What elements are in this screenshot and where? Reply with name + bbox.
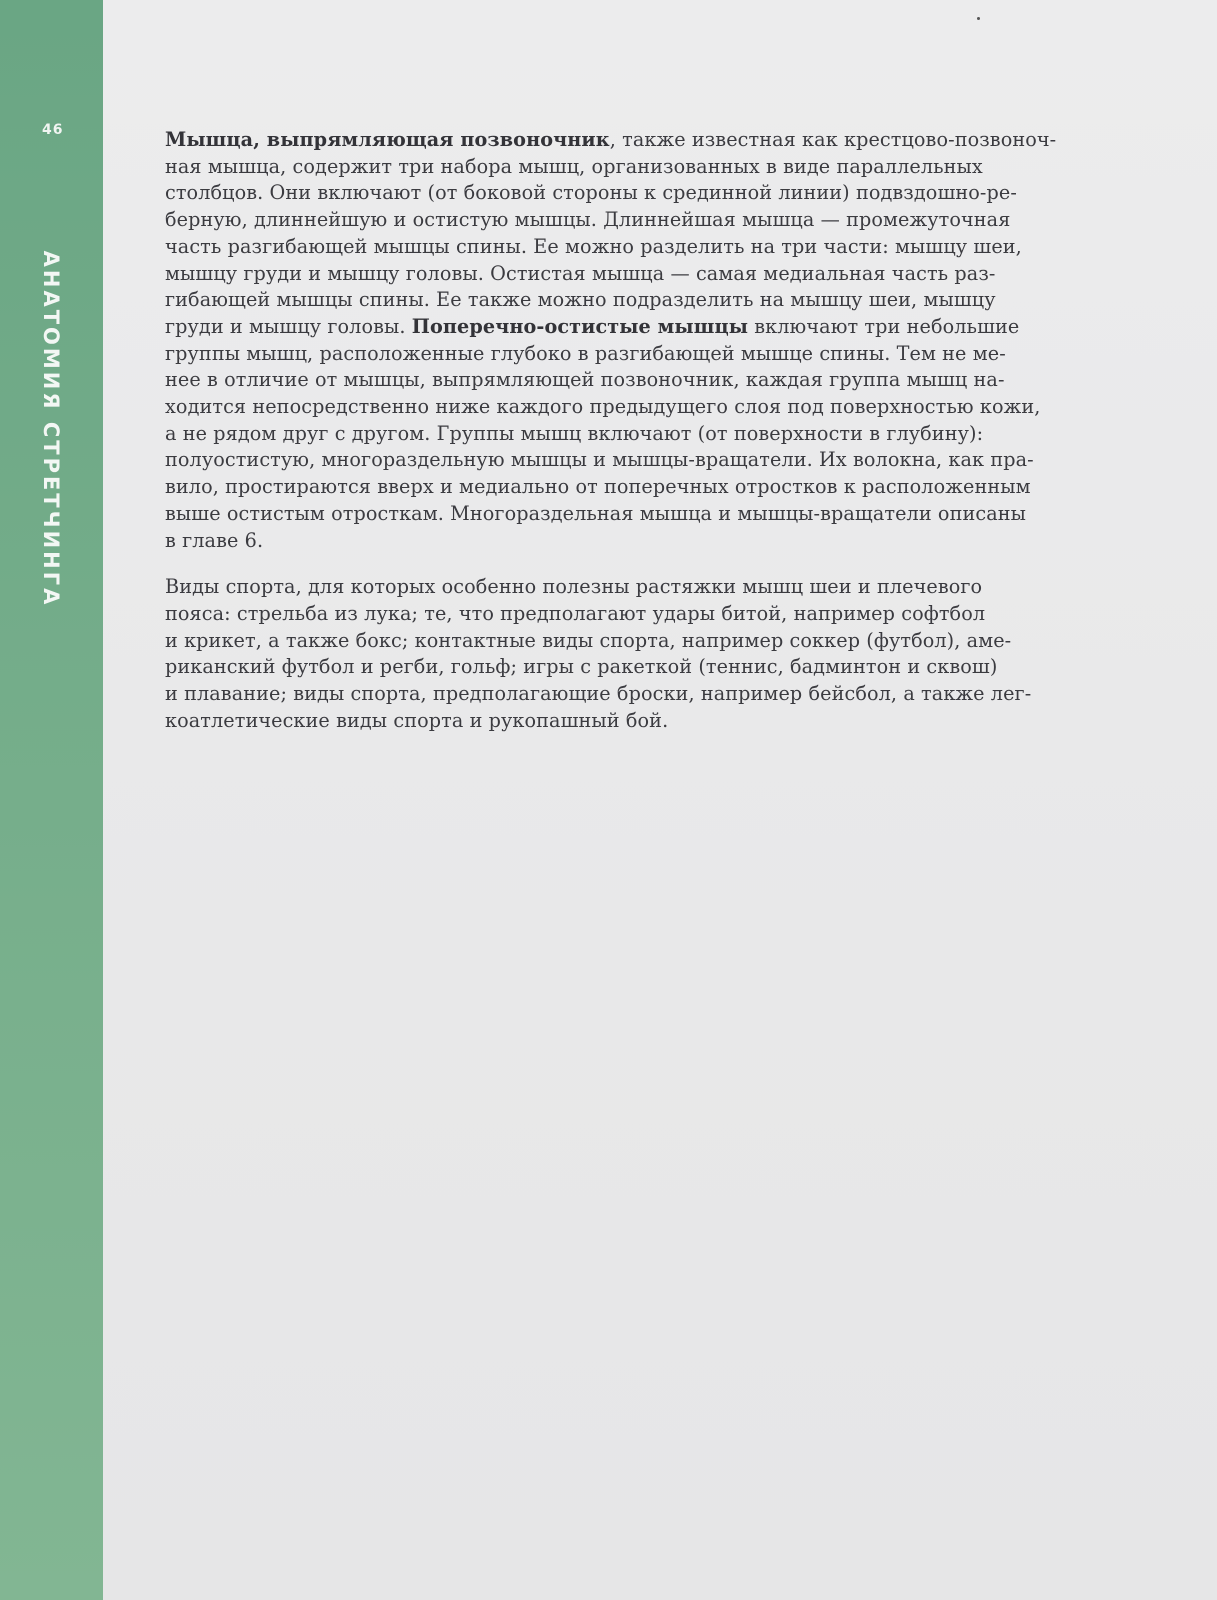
text-run: берную, длиннейшую и остистую мышцы. Длиннейшая мышца — промежуточная bbox=[165, 208, 1011, 232]
text-line bbox=[165, 528, 1157, 555]
text-line bbox=[165, 681, 1157, 708]
running-head: АНАТОМИЯ СТРЕТЧИНГА bbox=[39, 250, 63, 608]
text-run: коатлетические виды спорта и рукопашный бой. bbox=[165, 708, 669, 732]
text-run: выше остистым отросткам. Многораздельная мышца и мышцы-вращатели описаны bbox=[165, 501, 1027, 525]
bold-term: Поперечно-остистые мышцы bbox=[411, 314, 749, 338]
text-run: и крикет, а также бокс; контактные виды спорта, например соккер (футбол), аме- bbox=[165, 628, 1012, 652]
paragraph bbox=[165, 574, 1157, 734]
text-run: и плавание; виды спорта, предполагающие броски, например бейсбол, а также лег- bbox=[165, 682, 1032, 706]
text-line bbox=[165, 207, 1157, 234]
text-run: вило, простираются вверх и медиально от поперечных отростков к расположенным bbox=[165, 475, 1031, 499]
text-line bbox=[165, 708, 1157, 735]
text-line bbox=[165, 501, 1157, 528]
text-line bbox=[165, 127, 1157, 154]
text-run: а не рядом друг с другом. Группы мышц включают (от поверхности в глубину): bbox=[165, 421, 984, 445]
text-run: включают три небольшие bbox=[748, 314, 1020, 338]
text-run: мышцу груди и мышцу головы. Остистая мышца — самая медиальная часть раз- bbox=[165, 261, 996, 285]
text-line bbox=[165, 234, 1157, 261]
paragraph bbox=[165, 127, 1157, 554]
text-run: пояса: стрельба из лука; те, что предполагают удары битой, например софтбол bbox=[165, 601, 986, 625]
text-line bbox=[165, 394, 1157, 421]
text-line bbox=[165, 154, 1157, 181]
text-run: полуостистую, многораздельную мышцы и мышцы-вращатели. Их волокна, как пра- bbox=[165, 448, 1034, 472]
text-run: часть разгибающей мышцы спины. Ее можно разделить на три части: мышцу шеи, bbox=[165, 234, 1022, 258]
text-line bbox=[165, 654, 1157, 681]
text-line bbox=[165, 261, 1157, 288]
text-line bbox=[165, 574, 1157, 601]
text-run: группы мышц, расположенные глубоко в разгибающей мышце спины. Тем не ме- bbox=[165, 341, 1006, 365]
text-run: гибающей мышцы спины. Ее также можно подразделить на мышцу шеи, мышцу bbox=[165, 288, 996, 312]
text-run: ная мышца, содержит три набора мышц, организованных в виде параллельных bbox=[165, 154, 983, 178]
text-line bbox=[165, 601, 1157, 628]
text-line bbox=[165, 180, 1157, 207]
text-run: , также известная как крестцово-позвоноч- bbox=[609, 128, 1057, 151]
text-run: Виды спорта, для которых особенно полезны растяжки мышц шеи и плечевого bbox=[165, 575, 983, 599]
text-run: в главе 6. bbox=[165, 528, 264, 552]
text-line bbox=[165, 474, 1157, 501]
text-line bbox=[165, 367, 1157, 394]
text-run: столбцов. Они включают (от боковой стороны к срединной линии) подвздошно-ре- bbox=[165, 181, 1017, 205]
text-line bbox=[165, 314, 1157, 341]
text-line bbox=[165, 421, 1157, 448]
text-line bbox=[165, 447, 1157, 474]
body-text bbox=[165, 127, 1157, 734]
text-run: нее в отличие от мышцы, выпрямляющей позвоночник, каждая группа мышц на- bbox=[165, 368, 1005, 392]
text-run: груди и мышцу головы. bbox=[165, 314, 412, 338]
page-number: 46 bbox=[42, 122, 64, 138]
text-run: ходится непосредственно ниже каждого предыдущего слоя под поверхностью кожи, bbox=[165, 395, 1041, 419]
print-speck bbox=[977, 17, 980, 20]
chapter-side-bar bbox=[0, 0, 103, 1600]
text-line bbox=[165, 628, 1157, 655]
text-line bbox=[165, 341, 1157, 368]
bold-term: Мышца, выпрямляющая позвоночник bbox=[165, 128, 610, 151]
text-run: риканский футбол и регби, гольф; игры с ракеткой (теннис, бадминтон и сквош) bbox=[165, 655, 998, 679]
text-line bbox=[165, 287, 1157, 314]
